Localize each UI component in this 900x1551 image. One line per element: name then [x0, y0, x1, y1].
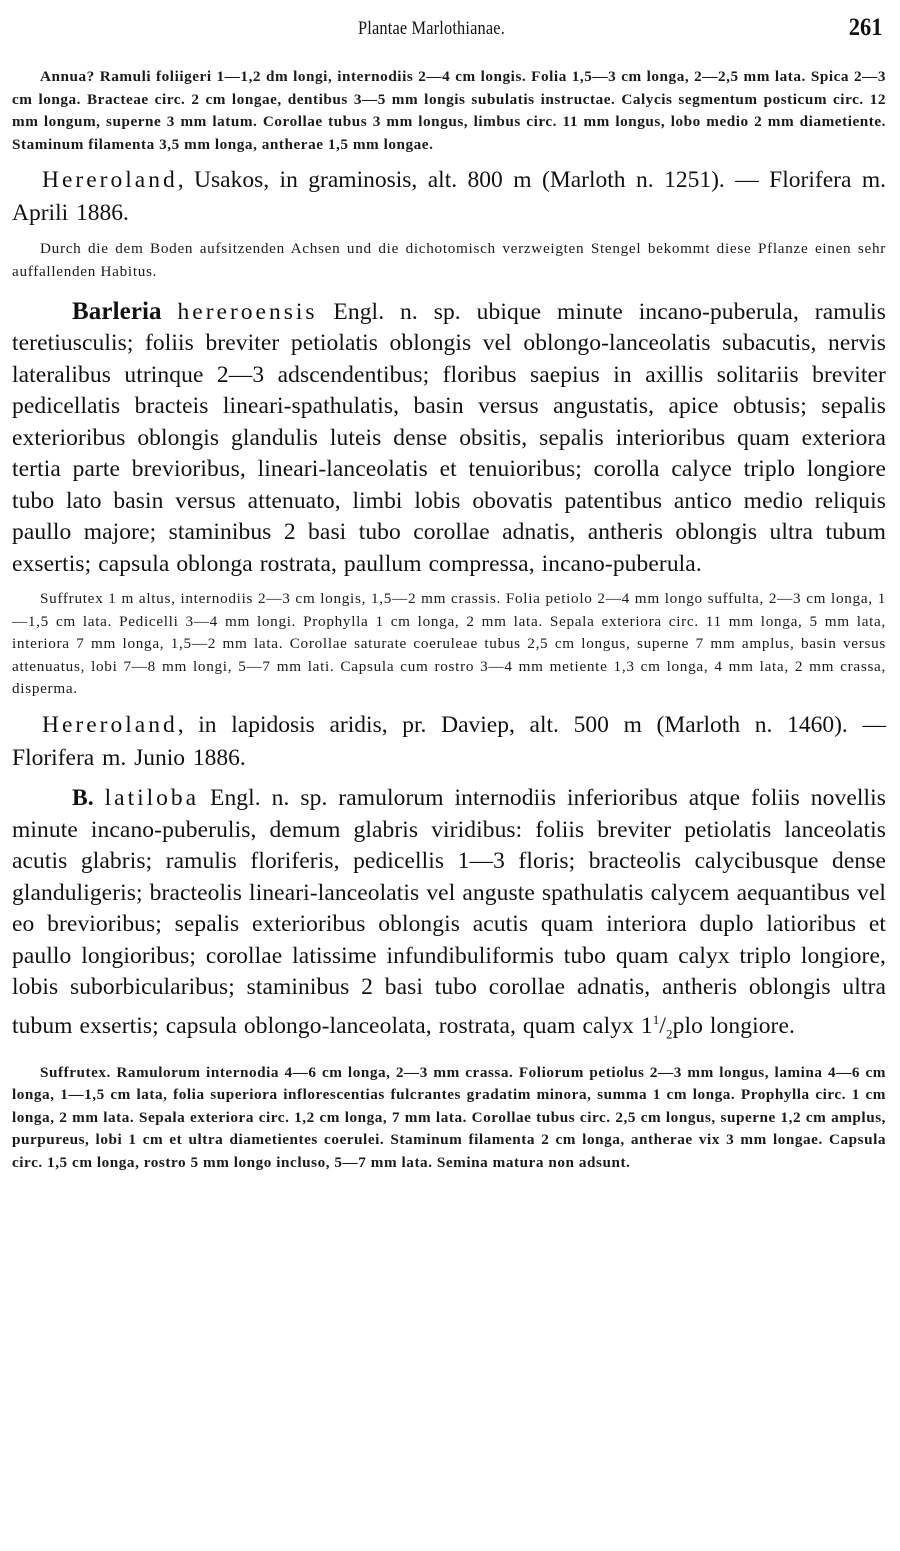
- description-paragraph-annua: Annua? Ramuli foliigeri 1—1,2 dm longi, internodiis 2—4 cm longis. Folia 1,5—3 cm longa, 2—2,5 mm lata. Spica 2—3 cm longa. Bracteae circ. 2 cm longae, dentibus 3—5 mm longis subulatis instructae. Calycis segmentum posticum circ. 12 mm longum, superne 3 mm latum. Corollae tubus 3 mm longus, limbus circ. 11 mm longus, lobo medio 2 mm diametiente. Staminum filamenta 3,5 mm longa, antherae 1,5 mm longae.: [12, 68, 886, 153]
- species-diagnosis-hereroensis: [12, 296, 886, 581]
- spacer: [12, 230, 886, 238]
- locality-region: Hereroland: [42, 167, 178, 194]
- description-paragraph-suffrutex-2: Suffrutex. Ramulorum internodia 4—6 cm longa, 2—3 mm crassa. Foliorum petiolus 2—3 mm longus, lamina 4—6 cm longa, 1—1,5 cm lata, folia superiora inflorescentias fulcrantes gradatim minora, summa 1 cm longa. Prophylla circ. 1 cm longa, 2 mm lata. Sepala exteriora circ. 1,2 cm longa, 7 mm lata. Corollae tubus circ. 2,5 cm longus, superne 1,2 cm amplus, purpureus, lobi 1 cm et ultra diametientes coerulei. Staminum filamenta 2 cm longa, antherae vix 3 mm longae. Capsula circ. 1,5 cm longa, rostro 5 mm longo incluso, 5—7 mm lata. Semina matura non adsunt.: [12, 1063, 886, 1171]
- spacer: [12, 156, 886, 164]
- locality-details: , Usakos, in graminosis, alt. 800 m (Marloth n. 1251). — Florifera m. Aprili 1886.: [12, 167, 886, 227]
- spacer: [12, 580, 886, 588]
- fraction-numerator: 1: [652, 1011, 660, 1027]
- spacer: [12, 284, 886, 296]
- running-title: Plantae Marlothianae.: [358, 18, 505, 39]
- spacer: [12, 775, 886, 783]
- diagnosis-text-end: plo longiore.: [672, 1012, 795, 1039]
- fraction-denominator: 2: [665, 1026, 673, 1042]
- spacer: [12, 701, 886, 709]
- genus-name: Barleria: [72, 297, 162, 325]
- genus-abbreviation: B.: [72, 785, 94, 812]
- species-diagnosis-latiloba: B. latiloba Engl. n. sp. ramulorum internodiis inferioribus atque foliis novellis minute incano-puberulis, demum glabris viridibus: foliis breviter petiolatis lanceolatis acutis glabris; ramulis floriferis, pedicellis 1—3 floris; bracteolis calycibusque dense glanduligeris; bracteolis lineari-lanceolatis vel anguste spathulatis calycem aequantibus vel eo brevioribus; sepalis exterioribus oblongis acutis quam interiora duplo latioribus et paullo longioribus; corollae latissime infundibuliformis tubo quam calyx triplo longiore, lobis suborbicularibus; staminibus 2 basi tubo corollae adnatis, antheris oblongis ultra tubum exsertis; capsula oblongo-lanceolata, rostrata, quam calyx $1^1/_2plo$ longiore.: [12, 785, 886, 1042]
- locality-paragraph-daviep: [12, 709, 886, 775]
- species-epithet: latiloba: [104, 785, 200, 812]
- page-body: [12, 66, 886, 1175]
- locality-region: Hereroland: [42, 712, 178, 739]
- diagnosis-text: Engl. n. sp. ramulorum internodiis inferioribus atque foliis novellis minute incano-puberulis, demum glabris viridibus: foliis breviter petiolatis lanceolatis acutis glabris; ramulis floriferis, pedicellis 1—3 floris; bracteolis calycibusque dense glanduligeris; bracteolis lineari-lanceolatis vel anguste spathulatis calycem aequantibus vel eo brevioribus; sepalis exterioribus oblongis acutis quam interiora duplo latioribus et paullo longioribus; corollae latissime infundibuliformis tubo quam calyx triplo longiore, lobis suborbicularibus; staminibus 2 basi tubo corollae adnatis, antheris oblongis ultra tubum exsertis; capsula oblongo-lanceolata, rostrata, quam calyx 1: [12, 785, 886, 1039]
- species-epithet: hereroensis: [177, 298, 318, 325]
- spacer: [12, 1050, 886, 1062]
- locality-details: , in lapidosis aridis, pr. Daviep, alt. 500 m (Marloth n. 1460). — Florifera m. Junio 1886.: [12, 712, 886, 772]
- locality-paragraph-usakos: [12, 164, 886, 230]
- page-number: 261: [848, 14, 882, 41]
- habitus-note: Durch die dem Boden aufsitzenden Achsen und die dichotomisch verzweigten Stengel bekommt diese Pflanze einen sehr auffallenden Habitus.: [12, 240, 886, 280]
- description-paragraph-suffrutex-1: Suffrutex 1 m altus, internodiis 2—3 cm longis, 1,5—2 mm crassis. Folia petiolo 2—4 mm longo suffulta, 2—3 cm longa, 1—1,5 cm lata. Pedicelli 3—4 mm longi. Prophylla 1 cm longa, 2 mm lata. Sepala exteriora circ. 11 mm longa, 5 mm lata, interiora 7 mm longa, 1,5—2 mm lata. Corollae saturate coeruleae tubus 2,5 cm longus, superne 7 mm amplus, basin versus attenuatus, lobi 7—8 mm longi, 5—7 mm lati. Capsula cum rostro 3—4 mm metiente 1,3 cm longa, 4 mm lata, 2 mm crassa, disperma.: [12, 590, 886, 698]
- diagnosis-text: Engl. n. sp. ubique minute incano-puberula, ramulis teretiusculis; foliis breviter petiolatis oblongis vel oblongo-lanceolatis subacutis, nervis lateralibus utrinque 2—3 adscendentibus; floribus saepius in axillis solitariis breviter pedicellatis bracteis lineari-spathulatis, basin versus angustatis, apice obtusis; sepalis exterioribus oblongis glandulis luteis dense obsitis, sepalis interioribus quam exteriora tertia parte brevioribus, lineari-lanceolatis et tenuioribus; corolla calyce triplo longiore tubo lato basin versus attenuato, limbi lobis obovatis patentibus antico medio reliquis paullo majore; staminibus 2 basi tubo corollae adnatis, antheris oblongis ultra tubum exsertis; capsula oblonga rostrata, paullum compressa, incano-puberula.: [12, 298, 886, 577]
- running-head: [0, 12, 900, 48]
